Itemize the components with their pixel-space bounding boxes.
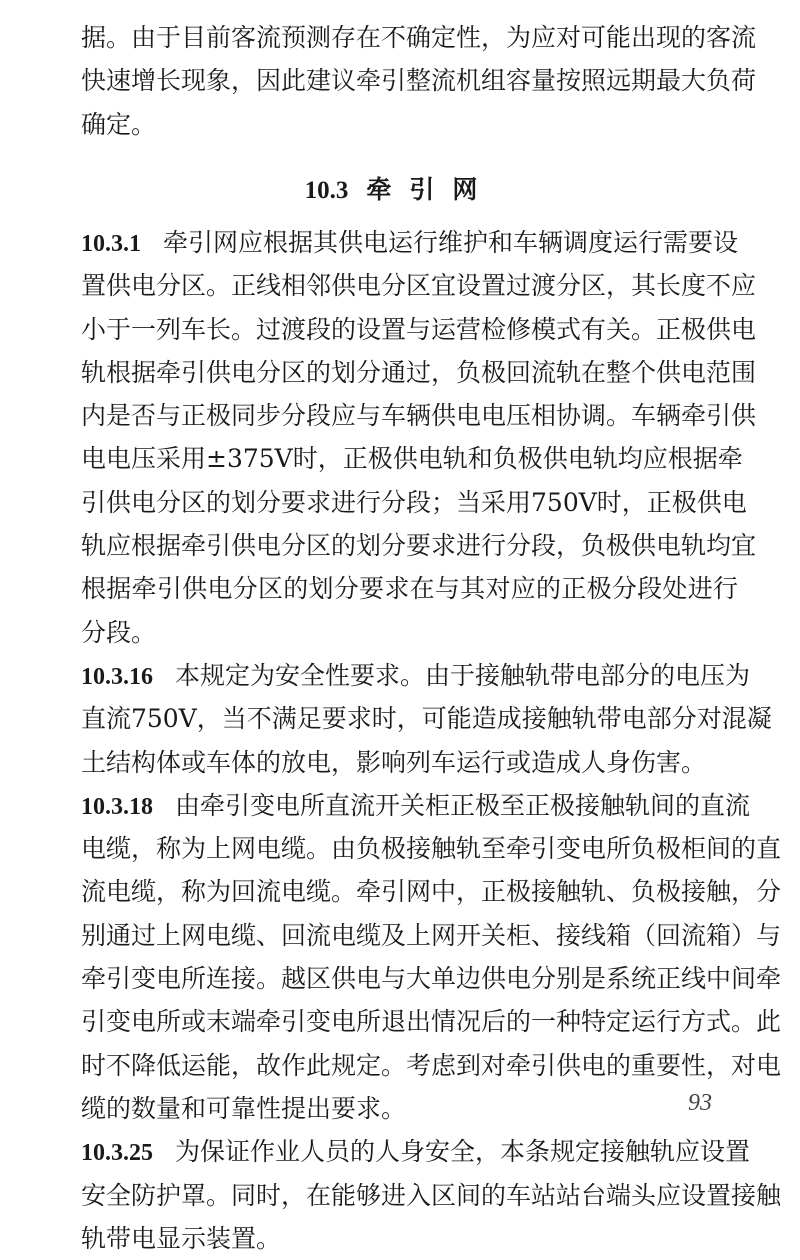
clause-number: 10.3.16	[81, 663, 153, 690]
line-text: 别通过上网电缆、回流电缆及上网开关柜、接线箱（回流箱）与	[81, 920, 782, 950]
text-line	[81, 1000, 782, 1043]
text-line	[81, 870, 782, 913]
section-number: 10.3	[304, 177, 349, 204]
text-line	[81, 481, 747, 524]
line-text: 轨带电显示装置。	[81, 1223, 282, 1253]
line-text: 缆的数量和可靠性提出要求。	[81, 1093, 407, 1123]
line-text: 引变电所或末端牵引变电所退出情况后的一种特定运行方式。此	[81, 1007, 782, 1037]
text-line	[81, 221, 738, 264]
intro-paragraph	[81, 16, 757, 146]
text-line	[81, 103, 738, 146]
text-line	[81, 784, 751, 827]
line-text: 内是否与正极同步分段应与车辆供电电压相协调。车辆牵引供	[81, 401, 757, 431]
text-line	[81, 567, 738, 610]
text-line	[81, 654, 751, 697]
text-line	[81, 351, 757, 394]
line-text: 牵引网应根据其供电运行维护和车辆调度运行需要设	[163, 228, 739, 257]
clause-10-3-18	[81, 784, 782, 1130]
section-title: 牵引网	[366, 175, 496, 204]
text-line	[81, 1174, 782, 1217]
clause-number: 10.3.18	[81, 793, 153, 820]
clause-10-3-16	[81, 654, 772, 784]
text-line	[81, 524, 757, 567]
line-text: 直流750V，当不满足要求时，可能造成接触轨带电部分对混凝	[81, 704, 772, 734]
line-text: 安全防护罩。同时，在能够进入区间的车站站台端头应设置接触	[81, 1180, 782, 1210]
clause-10-3-25	[81, 1130, 782, 1260]
line-text: 根据牵引供电分区的划分要求在与其对应的正极分段处进行	[81, 574, 738, 604]
page-number: 93	[688, 1090, 712, 1116]
line-text: 确定。	[81, 109, 157, 139]
clause-number: 10.3.25	[81, 1140, 153, 1167]
line-text: 快速增长现象，因此建议牵引整流机组容量按照远期最大负荷	[81, 66, 757, 96]
line-text: 流电缆，称为回流电缆。牵引网中，正极接触轨、负极接触，分	[81, 877, 782, 907]
line-text: 引供电分区的划分要求进行分段；当采用750V时，正极供电	[81, 487, 747, 517]
text-line	[81, 1087, 738, 1130]
text-line	[81, 308, 757, 351]
text-line	[81, 437, 743, 480]
text-line	[81, 394, 757, 437]
line-text: 土结构体或车体的放电，影响列车运行或造成人身伤害。	[81, 747, 707, 777]
line-text: 电电压采用±375V时，正极供电轨和负极供电轨均应根据牵	[81, 444, 743, 474]
text-line	[81, 16, 757, 59]
section-heading	[0, 168, 800, 212]
text-line	[81, 264, 757, 307]
line-text: 电缆，称为上网电缆。由负极接触轨至牵引变电所负极柜间的直	[81, 834, 782, 864]
line-text: 牵引变电所连接。越区供电与大单边供电分别是系统正线中间牵	[81, 964, 782, 994]
clause-10-3-1	[81, 221, 757, 654]
line-text: 轨根据牵引供电分区的划分通过，负极回流轨在整个供电范围	[81, 357, 757, 387]
text-line	[81, 1044, 782, 1087]
line-text: 本规定为安全性要求。由于接触轨带电部分的电压为	[175, 660, 751, 690]
line-text: 小于一列车长。过渡段的设置与运营检修模式有关。正极供电	[81, 314, 757, 344]
text-line	[81, 59, 757, 102]
line-text: 轨应根据牵引供电分区的划分要求进行分段，负极供电轨均宜	[81, 531, 757, 561]
clauses	[81, 221, 782, 1260]
text-line	[81, 1217, 738, 1260]
text-line	[81, 697, 772, 740]
text-line	[81, 914, 782, 957]
line-text: 置供电分区。正线相邻供电分区宜设置过渡分区，其长度不应	[81, 271, 757, 301]
clause-number: 10.3.1	[81, 231, 141, 257]
text-line	[81, 611, 738, 654]
text-line	[81, 957, 782, 1000]
text-line	[81, 1130, 751, 1173]
text-line	[81, 741, 738, 784]
line-text: 为保证作业人员的人身安全，本条规定接触轨应设置	[175, 1137, 751, 1167]
line-text: 时不降低运能，故作此规定。考虑到对牵引供电的重要性，对电	[81, 1050, 782, 1080]
line-text: 分段。	[81, 617, 157, 647]
text-line	[81, 827, 782, 870]
line-text: 据。由于目前客流预测存在不确定性，为应对可能出现的客流	[81, 23, 757, 52]
line-text: 由牵引变电所直流开关柜正极至正极接触轨间的直流	[175, 790, 751, 820]
